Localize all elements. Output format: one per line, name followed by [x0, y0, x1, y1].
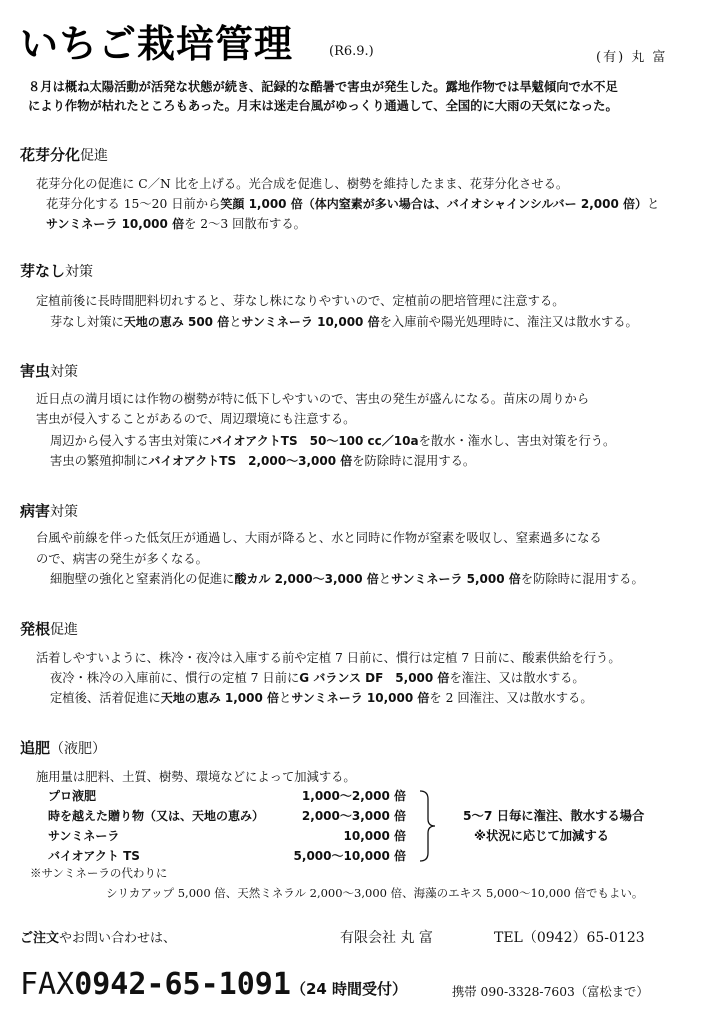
- heading-no-bud-sub: 対策: [65, 264, 94, 280]
- pest-text-3: [50, 431, 615, 451]
- order-label: ご注文: [20, 931, 60, 946]
- tel-number: TEL（0942）65-0123: [494, 930, 645, 946]
- application-note: 5～7 日毎に潅注、散水する場合: [463, 809, 645, 823]
- no-bud-product-2: サンミネーラ 10,000 倍: [241, 315, 380, 329]
- heading-flower-bud: [20, 145, 108, 166]
- fert-row-name: サンミネーラ: [48, 829, 120, 843]
- rooting-text-3: [50, 688, 593, 708]
- order-rest: やお問い合わせは、: [59, 931, 177, 946]
- intro-paragraph: [28, 78, 718, 116]
- rooting-product-1: G バランス DF 5,000 倍: [299, 671, 450, 685]
- fert-row-rate: 1,000～2,000 倍: [301, 789, 406, 803]
- heading-rooting: [20, 619, 78, 640]
- intro-line-2: により作物が枯れたところもあった。月末は迷走台風がゆっくり通過して、全国的に大雨の天気になった。: [28, 99, 618, 113]
- flower-bud-product-2: サンミネーラ 10,000 倍: [46, 217, 185, 231]
- disease-text-3e: を防除時に混用する。: [520, 572, 644, 586]
- rooting-text-1: 活着しやすいように、株冷・夜冷は入庫する前や定植 7 日前に、慣行は定植 7 日前に、酸素供給を行う。: [36, 651, 621, 665]
- issue-date: (R6.9.): [329, 44, 374, 59]
- right-brace-icon: [418, 789, 438, 863]
- heading-no-bud-main: 芽なし: [20, 262, 66, 280]
- disease-product-2: サンミネーラ 5,000 倍: [391, 572, 521, 586]
- heading-disease: [20, 501, 78, 522]
- disease-text-3a: 細胞壁の強化と窒素消化の促進に: [50, 572, 235, 586]
- flower-bud-text-3b: を 2～3 回散布する。: [184, 217, 306, 231]
- heading-topdressing: [20, 738, 106, 759]
- fert-row-rate: 10,000 倍: [343, 829, 406, 843]
- heading-topdressing-sub: （液肥）: [50, 741, 107, 757]
- order-inquiry: [20, 928, 176, 949]
- alternative-note-2: シリカアップ 5,000 倍、天然ミネラル 2,000～3,000 倍、海藻のエキス 5,000～10,000 倍でもよい。: [106, 886, 644, 900]
- rooting-text-3a: 定植後、活着促進に: [50, 691, 161, 705]
- heading-pest-sub: 対策: [50, 364, 79, 380]
- flower-bud-text-2c: と: [646, 197, 660, 211]
- heading-topdressing-main: 追肥: [20, 739, 51, 757]
- rooting-text-2c: を潅注、又は散水する。: [449, 671, 585, 685]
- pest-text-3c: を散水・潅水し、害虫対策を行う。: [418, 434, 616, 448]
- rooting-product-2: 天地の恵み 1,000 倍: [160, 691, 280, 705]
- alternative-note-1: ※サンミネーラの代わりに: [30, 866, 168, 880]
- rooting-product-3: サンミネーラ 10,000 倍: [291, 691, 430, 705]
- intro-line-1: ８月は概ね太陽活動が活発な状態が続き、記録的な酷暑で害虫が発生した。露地作物では旱魃傾向で水不足: [28, 80, 618, 94]
- rooting-text-2a: 夜冷・株冷の入庫前に、慣行の定植 7 日前に: [50, 671, 300, 685]
- no-bud-text-2e: を入庫前や陽光処理時に、潅注又は散水する。: [379, 315, 638, 329]
- heading-no-bud: [20, 261, 93, 282]
- flower-bud-text-3: [46, 214, 306, 234]
- page-title: いちご栽培管理: [20, 22, 294, 66]
- fert-row-name: バイオアクト TS: [48, 849, 140, 863]
- heading-disease-main: 病害: [20, 502, 51, 520]
- adjust-note: ※状況に応じて加減する: [474, 829, 609, 843]
- mobile-number: 携帯 090-3328-7603（富松まで）: [452, 985, 649, 999]
- no-bud-text-2a: 芽なし対策に: [50, 315, 124, 329]
- company-name: (有) 丸 富: [596, 50, 668, 65]
- heading-pest-main: 害虫: [20, 362, 51, 380]
- fax-hours: （24 時間受付）: [290, 980, 408, 998]
- heading-disease-sub: 対策: [50, 504, 79, 520]
- pest-text-4: [50, 451, 475, 471]
- flower-bud-text-2: [46, 194, 659, 214]
- pest-text-4c: を防除時に混用する。: [352, 454, 476, 468]
- pest-text-1: 近日点の満月頃には作物の樹勢が特に低下しやすいので、害虫の発生が盛んになる。苗床の周りから: [36, 392, 590, 406]
- disease-text-3: [50, 569, 644, 589]
- flower-bud-text-2a: 花芽分化する 15～20 日前から: [46, 197, 221, 211]
- rooting-text-2: [50, 668, 585, 688]
- fax-number: 0942-65-1091: [74, 967, 291, 1002]
- topdressing-text-1: 施用量は肥料、土質、樹勢、環境などによって加減する。: [36, 770, 356, 784]
- heading-rooting-main: 発根: [20, 620, 51, 638]
- no-bud-text-1: 定植前後に長時間肥料切れすると、芽なし株になりやすいので、定植前の肥培管理に注意する。: [36, 294, 565, 308]
- pest-text-2: 害虫が侵入することがあるので、周辺環境にも注意する。: [36, 412, 356, 426]
- fert-row-rate: 5,000～10,000 倍: [293, 849, 406, 863]
- fert-row-rate: 2,000～3,000 倍: [301, 809, 406, 823]
- no-bud-product-1: 天地の恵み 500 倍: [123, 315, 230, 329]
- heading-rooting-sub: 促進: [50, 622, 79, 638]
- heading-flower-bud-main: 花芽分化: [20, 146, 81, 164]
- fert-row-name: 時を越えた贈り物（又は、天地の恵み）: [48, 809, 265, 823]
- disease-text-2: ので、病害の発生が多くなる。: [36, 552, 208, 566]
- pest-text-4a: 害虫の繁殖抑制に: [50, 454, 149, 468]
- rooting-text-3c: と: [279, 691, 292, 705]
- fert-row-name: プロ液肥: [48, 789, 97, 803]
- heading-flower-bud-sub: 促進: [80, 148, 109, 164]
- disease-product-1: 酸カル 2,000～3,000 倍: [234, 572, 379, 586]
- rooting-text-3e: を 2 回潅注、又は散水する。: [429, 691, 593, 705]
- pest-text-3a: 周辺から侵入する害虫対策に: [50, 434, 210, 448]
- fax-label: FAX: [20, 967, 75, 1002]
- no-bud-text-2: [50, 312, 638, 332]
- disease-text-1: 台風や前線を伴った低気圧が通過し、大雨が降ると、水と同時に作物が窒素を吸収し、窒素過多になる: [36, 531, 602, 545]
- flower-bud-text-1: 花芽分化の促進に C／N 比を上げる。光合成を促進し、樹勢を維持したまま、花芽分化させる。: [36, 177, 569, 191]
- pest-product-2: バイオアクトTS 2,000～3,000 倍: [148, 454, 353, 468]
- pest-product-1: バイオアクトTS 50～100 cc／10a: [209, 434, 419, 448]
- company-full-name: 有限会社 丸 富: [340, 930, 433, 946]
- fax-line: [20, 968, 407, 1006]
- no-bud-text-2c: と: [229, 315, 242, 329]
- heading-pest: [20, 361, 78, 382]
- flower-bud-product-1: 笑顔 1,000 倍（体内窒素が多い場合は、バイオシャインシルバー 2,000 倍）: [220, 197, 647, 211]
- disease-text-3c: と: [378, 572, 392, 586]
